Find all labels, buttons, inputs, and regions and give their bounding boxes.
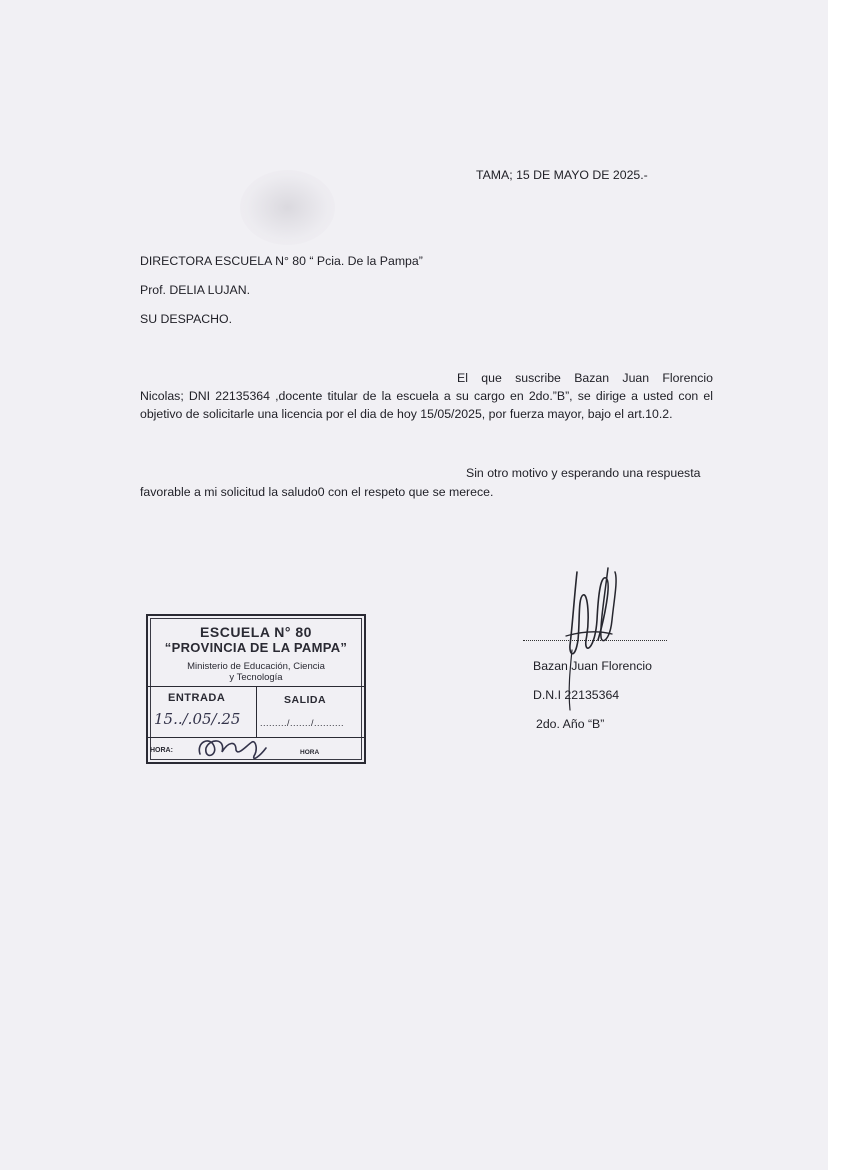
body-para1-line1: El que suscribe Bazan Juan Florencio bbox=[457, 371, 713, 385]
recipient-line-3: SU DESPACHO. bbox=[140, 312, 233, 326]
stamp-ministry-line-1: Ministerio de Educación, Ciencia bbox=[187, 661, 325, 672]
stamp-salida-date: ........./......./.......... bbox=[260, 718, 345, 728]
body-para1-line3: objetivo de solicitarle una licencia por el dia de hoy 15/05/2025, por fuerza mayor, bajo el art.10.2. bbox=[140, 407, 673, 421]
school-entry-stamp bbox=[146, 614, 366, 764]
body-para2-line1: Sin otro motivo y esperando una respuesta bbox=[466, 466, 701, 480]
stamp-title: ESCUELA N° 80 bbox=[200, 624, 312, 640]
signature-course: 2do. Año “B” bbox=[536, 717, 605, 731]
body-para2-line2: favorable a mi solicitud la saludo0 con el respeto que se merece. bbox=[140, 485, 494, 499]
stamp-hora-label-2: HORA bbox=[300, 749, 320, 756]
stamp-hora-label-1: HORA: bbox=[150, 747, 173, 754]
recipient-line-2: Prof. DELIA LUJAN. bbox=[140, 283, 251, 297]
stamp-ministry-line-2: y Tecnología bbox=[229, 672, 283, 683]
ink-smudge bbox=[240, 170, 335, 245]
stamp-handwritten-initials bbox=[148, 616, 368, 766]
page-edge bbox=[828, 0, 850, 1170]
signature-name: Bazan Juan Florencio bbox=[533, 659, 652, 673]
signature-dotted-line bbox=[523, 630, 667, 641]
place-date: TAMA; 15 DE MAYO DE 2025.- bbox=[476, 168, 648, 182]
stamp-salida-label: SALIDA bbox=[284, 694, 327, 706]
stamp-entrada-label: ENTRADA bbox=[168, 692, 226, 704]
stamp-subtitle: “PROVINCIA DE LA PAMPA” bbox=[164, 640, 348, 655]
stamp-entrada-date: 15../.05/.25 bbox=[154, 710, 241, 728]
signature-dni: D.N.I 22135364 bbox=[533, 688, 620, 702]
body-para1-line2: Nicolas; DNI 22135364 ,docente titular de la escuela a su cargo en 2do.”B”, se dirige a usted con el bbox=[140, 389, 713, 403]
recipient-line-1: DIRECTORA ESCUELA N° 80 “ Pcia. De la Pampa” bbox=[140, 254, 423, 268]
